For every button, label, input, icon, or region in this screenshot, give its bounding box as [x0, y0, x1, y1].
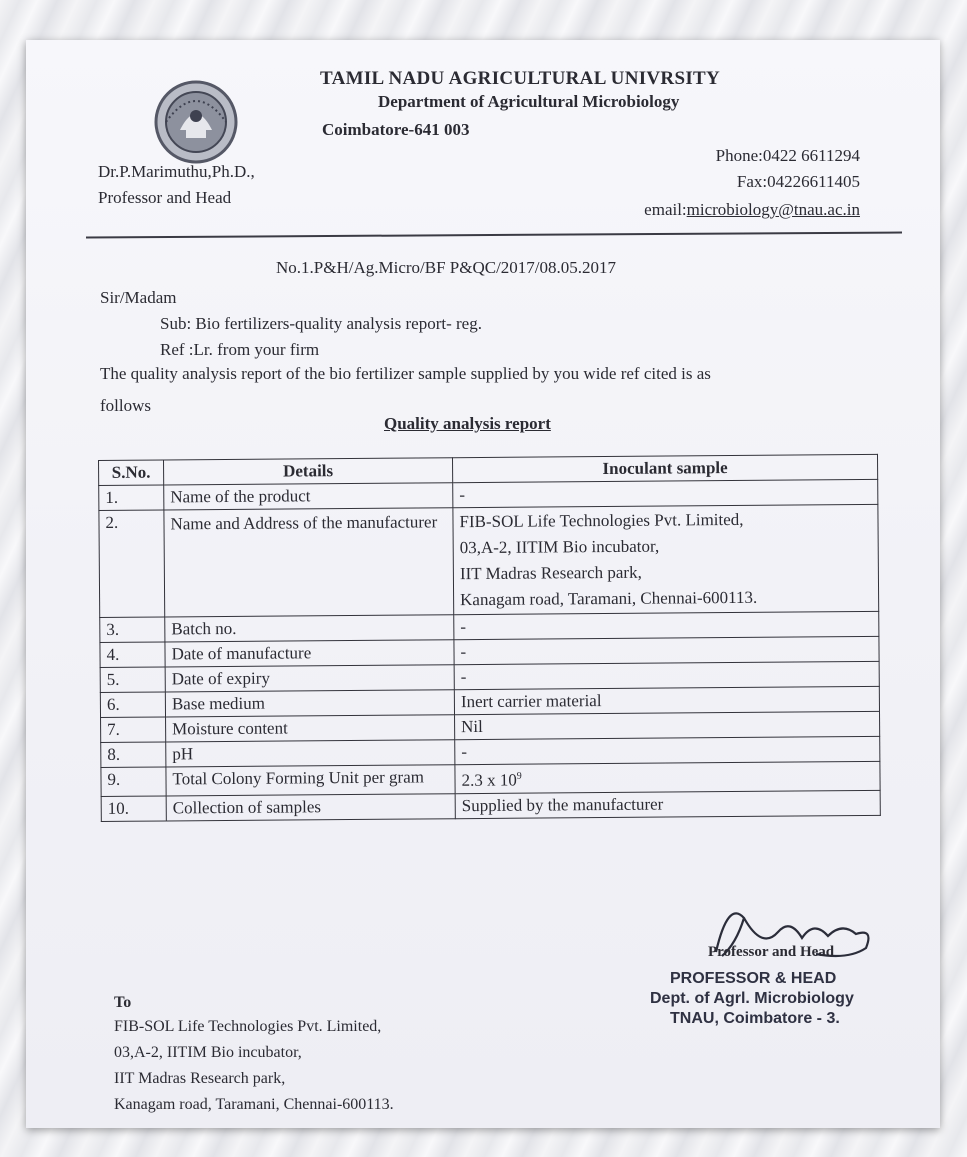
- university-city: Coimbatore-641 003: [322, 120, 470, 139]
- reference-number: No.1.P&H/Ag.Micro/BF P&QC/2017/08.05.2017: [276, 258, 617, 277]
- row-sno: 6.: [100, 692, 165, 718]
- row-sno: 3.: [100, 617, 165, 643]
- contact-fax: Fax:04226611405: [736, 172, 860, 191]
- row-detail: Base medium: [165, 690, 454, 717]
- sender-designation: Professor and Head: [98, 188, 232, 207]
- row-sno: 1.: [99, 485, 164, 511]
- table-row: [99, 504, 879, 617]
- row-value: -: [454, 661, 879, 689]
- row-sno: 4.: [100, 642, 165, 668]
- cfu-value: 2.3 x 10: [461, 770, 517, 790]
- email-label: email:: [644, 200, 687, 219]
- university-name: TAMIL NADU AGRICULTURAL UNIVRSITY: [320, 68, 721, 89]
- row-value: -: [454, 636, 879, 664]
- header-inoculant-sample: Inoculant sample: [452, 454, 877, 482]
- sender-name: Dr.P.Marimuthu,Ph.D.,: [98, 162, 255, 181]
- report-title: Quality analysis report: [384, 414, 551, 433]
- row-sno: 10.: [101, 796, 166, 822]
- subject-line: Sub: Bio fertilizers-quality analysis report- reg.: [160, 314, 482, 333]
- quality-analysis-table: [98, 454, 881, 822]
- row-detail: Name and Address of the manufacturer: [164, 508, 454, 617]
- row-sno: 8.: [101, 742, 166, 768]
- cfu-exponent: 9: [516, 770, 522, 782]
- header-details: Details: [164, 458, 453, 485]
- row-value: -: [453, 479, 878, 507]
- row-value: -: [454, 611, 879, 639]
- salutation: Sir/Madam: [100, 288, 177, 307]
- row-sno: 5.: [100, 667, 165, 693]
- body-text-line-1: The quality analysis report of the bio fertilizer sample supplied by you wide ref cited is as: [100, 364, 711, 383]
- row-value: Nil: [455, 711, 880, 739]
- body-text-line-2: follows: [100, 396, 151, 415]
- row-detail: Name of the product: [164, 483, 453, 510]
- row-detail: Date of manufacture: [165, 640, 454, 667]
- row-detail: Batch no.: [165, 615, 454, 642]
- header-divider: [86, 232, 902, 239]
- row-value: Inert carrier material: [454, 686, 879, 714]
- recipient-line-1: FIB-SOL Life Technologies Pvt. Limited,: [114, 1018, 382, 1035]
- manufacturer-line-4: Kanagam road, Taramani, Chennai-600113.: [460, 587, 758, 610]
- stamp-location: TNAU, Coimbatore - 3.: [670, 1010, 840, 1027]
- table-row: [101, 790, 880, 821]
- row-sno: 7.: [101, 717, 166, 743]
- row-sno: 2.: [99, 510, 165, 618]
- recipient-line-2: 03,A-2, IITIM Bio incubator,: [114, 1044, 302, 1061]
- manufacturer-line-1: FIB-SOL Life Technologies Pvt. Limited,: [459, 509, 744, 532]
- row-sno: 9.: [101, 767, 166, 796]
- row-value: [455, 761, 880, 793]
- manufacturer-line-2: 03,A-2, IITIM Bio incubator,: [459, 536, 660, 558]
- header-sno: S.No.: [99, 460, 164, 486]
- recipient-line-4: Kanagam road, Taramani, Chennai-600113.: [114, 1096, 394, 1113]
- contact-email: [644, 200, 860, 220]
- row-detail: pH: [166, 740, 455, 767]
- department-name: Department of Agricultural Microbiology: [378, 92, 680, 111]
- recipient-line-3: IIT Madras Research park,: [114, 1070, 286, 1087]
- email-link[interactable]: microbiology@tnau.ac.in: [686, 200, 860, 219]
- row-detail: Moisture content: [166, 715, 455, 742]
- recipient-to-label: To: [114, 994, 132, 1011]
- handwritten-title: Professor and Head: [708, 944, 835, 960]
- row-value: Supplied by the manufacturer: [455, 790, 880, 818]
- stamp-department: Dept. of Agrl. Microbiology: [650, 990, 854, 1007]
- letter-page: [26, 40, 940, 1128]
- contact-phone: Phone:0422 6611294: [715, 146, 860, 165]
- reference-line: Ref :Lr. from your firm: [160, 340, 320, 359]
- manufacturer-line-3: IIT Madras Research park,: [459, 562, 642, 584]
- row-value: [453, 504, 879, 614]
- row-value: -: [455, 736, 880, 764]
- row-detail: Date of expiry: [165, 665, 454, 692]
- stamp-title: PROFESSOR & HEAD: [670, 970, 837, 987]
- row-detail: Total Colony Forming Unit per gram: [166, 765, 455, 796]
- university-seal-icon: [152, 78, 240, 166]
- row-detail: Collection of samples: [166, 793, 455, 820]
